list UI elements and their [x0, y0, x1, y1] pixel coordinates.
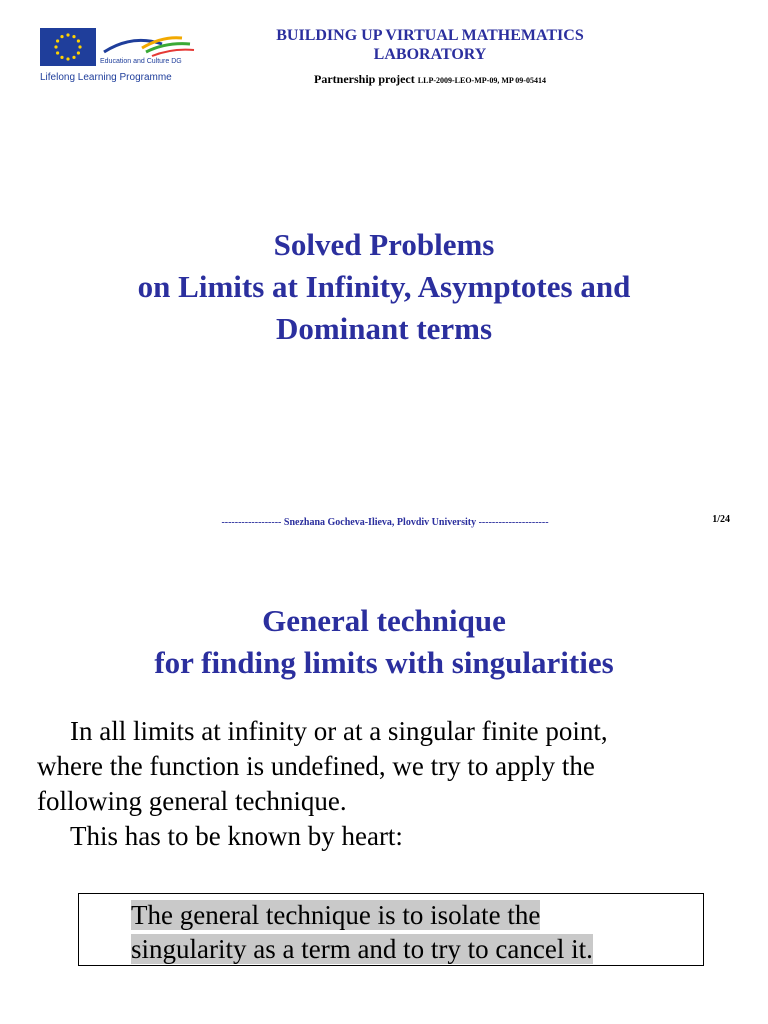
slide1-title-line1: Solved Problems	[273, 227, 495, 262]
slide2-title-line2: for finding limits with singularities	[154, 645, 614, 680]
page-number: 1/24	[712, 514, 730, 525]
partnership-code: LLP-2009-LEO-MP-09, MP 09-05414	[417, 76, 546, 85]
slide2-title	[40, 600, 728, 684]
project-title-line2: LABORATORY	[373, 46, 487, 63]
project-title-line1: BUILDING UP VIRTUAL MATHEMATICS	[276, 27, 584, 44]
slide1-title	[40, 224, 728, 350]
slide2-title-line1: General technique	[262, 603, 506, 638]
education-culture-text: Education and Culture DG	[100, 58, 182, 65]
partnership-line	[230, 72, 630, 87]
para1-line2: where the function is undefined, we try to apply the	[37, 751, 595, 781]
author-footer: ------------------ Snezhana Gocheva-Ilieva, Plovdiv University ---------------------	[221, 517, 549, 528]
slide2-body	[37, 714, 737, 854]
logo-block	[40, 28, 200, 88]
para1-line1: In all limits at infinity or at a singular finite point,	[70, 716, 608, 746]
slide1-title-line3: Dominant terms	[275, 311, 493, 346]
para1-line3: following general technique.	[37, 786, 347, 816]
key-point-box	[78, 893, 704, 966]
eu-flag-icon	[40, 28, 96, 66]
key-point-line1: The general technique is to isolate the	[131, 900, 541, 930]
slide1-title-line2: on Limits at Infinity, Asymptotes and	[137, 269, 631, 304]
lifelong-learning-text: Lifelong Learning Programme	[40, 72, 172, 83]
key-point-line2: singularity as a term and to try to cancel it.	[131, 934, 593, 964]
partnership-label: Partnership project	[314, 72, 415, 86]
key-point-text	[131, 898, 593, 966]
para2: This has to be known by heart:	[70, 821, 403, 851]
project-title	[230, 26, 630, 64]
